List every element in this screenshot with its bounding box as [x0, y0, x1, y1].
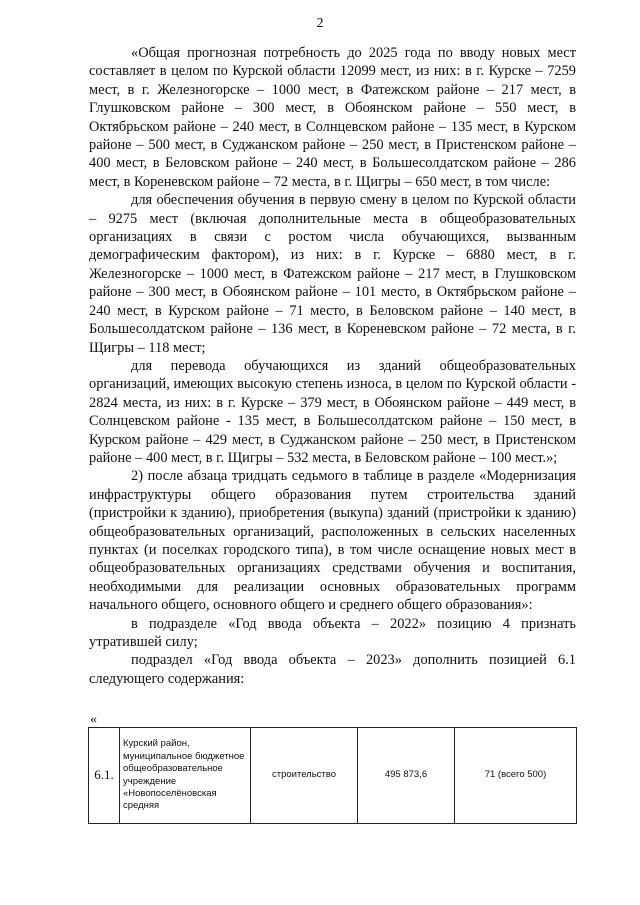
position-number: 6.1. — [89, 728, 120, 824]
quote-open-mark: « — [90, 712, 97, 727]
table-row — [89, 728, 577, 824]
paragraph-worn-buildings: для перевода обучающихся из зданий общеобразовательных организаций, имеющих высокую степень износа, в целом по Курской области - 2824 места, из них: в г. Курске – 379 мест, в Обоянском районе – 449 мест, в Солнцевском районе - 135 мест, в Большесолдатском районе – 150 мест, в Курском районе – 429 мест, в Суджанском районе – 250 мест, в Пристенском районе – 400 мест, в г. Щигры – 532 места, в Беловском районе – 100 мест.»; — [89, 357, 576, 466]
paragraph-amendment-2: 2) после абзаца тридцать седьмого в таблице в разделе «Модернизация инфраструктуры общего образования путем строительства зданий (пристройки к зданию), приобретения (выкупа) зданий (пристройки к зданию) общеобразовательных организаций, расположенных в сельских населенных пунктах (и поселках городского типа), в том числе оснащение новых мест в общеобразовательных организациях средствами обучения и воспитания, необходимыми для реализации основных образовательных программ начального общего, основного общего и среднего общего образования»: — [89, 468, 576, 614]
position-table — [88, 727, 577, 824]
work-type: строительство — [251, 728, 358, 824]
paragraph-forecast-total: «Общая прогнозная потребность до 2025 года по вводу новых мест составляет в целом по Курской области 12099 мест, из них: в г. Курске – 7259 мест, в г. Железногорске – 1000 мест, в Фатежском районе – 217 мест, в Глушковском районе – 300 мест, в Обоянском районе – 550 мест, в Октябрьском районе – 240 мест, в Солнцевском районе – 135 мест, в Курском районе – 500 мест, в Суджанском районе – 250 мест, в Пристенском районе – 400 мест, в Беловском районе – 240 мест, в Большесолдатском районе – 286 мест, в Кореневском районе – 72 места, в г. Щигры – 650 мест, в том числе: — [89, 45, 576, 190]
document-body — [89, 44, 576, 688]
object-name: Курский район, муниципальное бюджетное общеобразовательное учреждение «Новопоселёновская средняя — [120, 728, 251, 824]
page-number: 2 — [316, 16, 324, 31]
paragraph-first-shift: для обеспечения обучения в первую смену в целом по Курской области – 9275 мест (включая дополнительные места в общеобразовательных организациях в связи с ростом числа обучающихся, вызванным демографическим фактором), из них: в г. Курске – 6880 мест, в г. Железногорске – 1000 мест, в Фатежском районе – 217 мест, в Глушковском районе – 300 мест, в Обоянском районе – 101 место, в Октябрьском районе – 240 мест, в Курском районе – 71 место, в Беловском районе – 140 мест, в Большесолдатском районе – 136 мест, в Кореневском районе – 72 места, в г. Щигры – 118 мест; — [89, 192, 576, 356]
cost-value: 495 873,6 — [358, 728, 455, 824]
paragraph-subsection-2022: в подразделе «Год ввода объекта – 2022» позицию 4 признать утратившей силу; — [89, 615, 576, 650]
places-value: 71 (всего 500) — [455, 728, 577, 824]
paragraph-subsection-2023: подраздел «Год ввода объекта – 2023» дополнить позицией 6.1 следующего содержания: — [89, 652, 576, 687]
